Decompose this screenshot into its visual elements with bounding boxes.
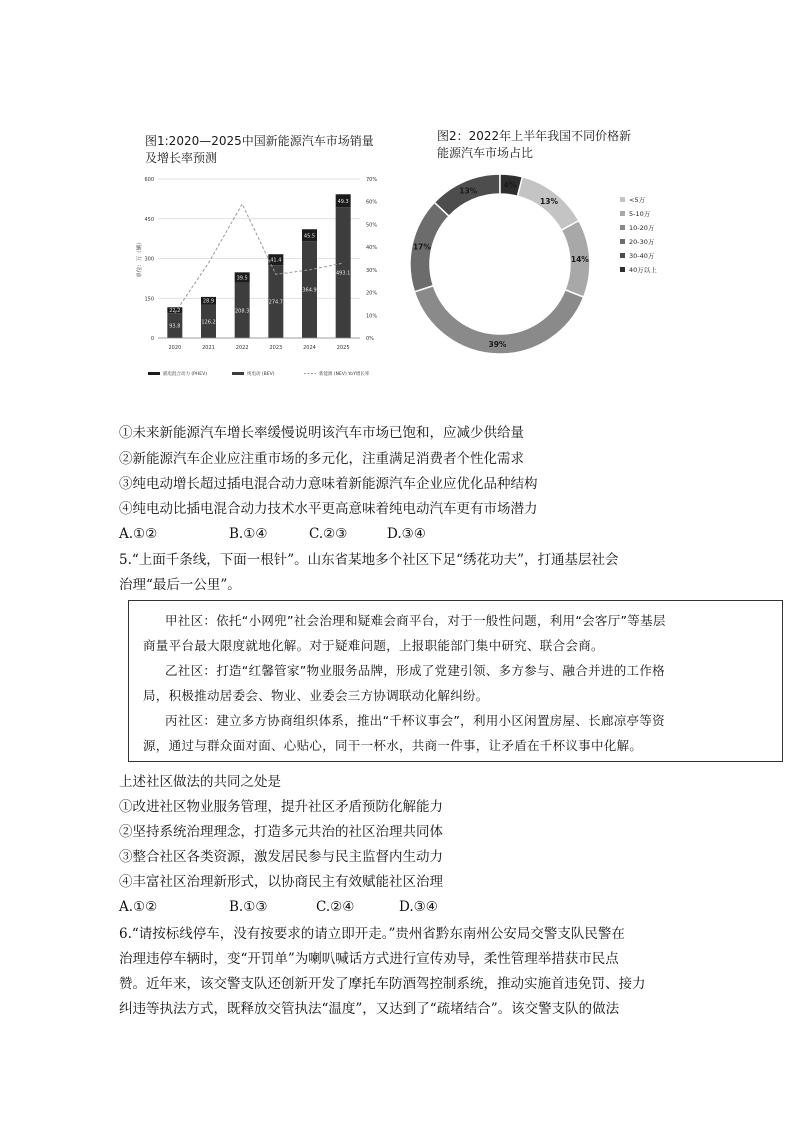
legend-label: 40万以上 (629, 266, 657, 274)
q5-statement-4: ④丰富社区治理新形式，以协商民主有效赋能社区治理 (119, 874, 443, 890)
q4-statement-4: ④纯电动比插电混合动力技术水平更高意味着纯电动汽车更有市场潜力 (119, 501, 538, 517)
legend-label: 插电混合动力 (PHEV) (163, 372, 207, 377)
figure2-title-line1: 图2：2022年上半年我国不同价格新 (437, 129, 632, 143)
legend-swatch (620, 197, 625, 202)
legend-swatch (620, 211, 625, 216)
q4-statement-1: ①未来新能源汽车增长率缓慢说明该汽车市场已饱和，应减少供给量 (119, 425, 524, 441)
x-tick-label: 2025 (336, 345, 350, 351)
y-tick-label: 150 (144, 296, 154, 303)
x-tick-label: 2021 (202, 345, 215, 351)
x-tick-label: 2020 (168, 345, 182, 351)
y2-tick-label: 60% (366, 199, 378, 206)
q4-statement-2: ②新能源汽车企业应注重市场的多元化，注重满足消费者个性化需求 (119, 451, 524, 467)
q5-option-b[interactable]: B.①③ (229, 899, 268, 915)
legend-swatch (620, 253, 625, 258)
legend-label: 10-20万 (629, 224, 655, 232)
phev-data-label: 49.3 (337, 198, 349, 205)
box-jia-line1: 甲社区：依托“小网兜”社会治理和疑难会商平台，对于一般性问题，利用“会客厅”等基层 (165, 613, 666, 628)
slice-label: 17% (412, 242, 431, 252)
slice-label: 14% (570, 254, 589, 264)
q6-line3: 赞。近年来，该交警支队还创新开发了摩托车防酒驾控制系统，推动实施首违免罚、接力 (119, 976, 646, 992)
legend-label: <5万 (629, 196, 646, 204)
box-jia-line2: 商量平台最大限度就地化解。对于疑难问题，上报职能部门集中研究、联合会商。 (143, 638, 604, 653)
q5-material-box (128, 600, 783, 762)
phev-data-label: 28.9 (202, 298, 215, 305)
y2-tick-label: 50% (366, 222, 378, 229)
legend-label: 20-30万 (629, 238, 655, 246)
figure2-title-line2: 能源汽车市场占比 (437, 146, 534, 160)
y-tick-label: 600 (144, 177, 154, 183)
bev-data-label: 364.9 (302, 287, 317, 294)
x-tick-label: 2022 (235, 345, 249, 351)
q5-stem-line1: 5.“上面千条线，下面一根针”。山东省某地多个社区下足“绣花功夫”，打通基层社会 (119, 552, 619, 568)
legend-swatch (620, 267, 625, 272)
q5-option-a[interactable]: A.①② (119, 899, 158, 915)
y-tick-label: 0 (150, 336, 154, 342)
legend-label: 纯电动 (BEV) (247, 372, 275, 377)
box-yi-line2: 局，积极推动居委会、物业、业委会三方协调联动化解纠纷。 (143, 688, 489, 703)
q6-line4: 纠违等执法方式，既释放交管执法“温度”，又达到了“疏堵结合”。该交警支队的做法 (119, 1001, 620, 1017)
box-bing-line1: 丙社区：建立多方协商组织体系，推出“千杯议事会”，利用小区闲置房屋、长廊凉亭等资 (165, 713, 665, 728)
q5-question: 上述社区做法的共同之处是 (119, 774, 281, 790)
q6-line2: 治理违停车辆时，变“开罚单”为喇叭喊话方式进行宣传劝导，柔性管理举措获市民点 (119, 951, 619, 967)
slice-label: 13% (459, 186, 478, 196)
figure1-title-line1: 图1:2020—2025中国新能源汽车市场销量 (145, 134, 374, 148)
y2-tick-label: 70% (366, 177, 378, 183)
legend-swatch (620, 225, 625, 230)
bev-data-label: 493.1 (336, 270, 351, 277)
legend-swatch (148, 372, 160, 375)
q4-option-a[interactable]: A.①② (119, 526, 158, 542)
legend-swatch (620, 239, 625, 244)
q5-option-c[interactable]: C.②④ (316, 899, 355, 915)
legend-swatch (232, 372, 244, 375)
phev-data-label: 39.5 (236, 275, 248, 282)
bev-data-label: 126.2 (201, 319, 216, 326)
y2-tick-label: 20% (366, 290, 378, 297)
q5-statement-1: ①改进社区物业服务管理，提升社区矛盾预防化解能力 (119, 799, 443, 815)
figure1-title-line2: 及增长率预测 (145, 151, 218, 165)
figure1-title (145, 133, 374, 167)
slice-label: 39% (488, 339, 507, 349)
phev-data-label: 45.5 (303, 233, 316, 240)
y2-tick-label: 40% (366, 245, 378, 252)
q4-option-b[interactable]: B.①④ (229, 526, 268, 542)
y-tick-label: 450 (144, 216, 154, 223)
q4-option-c[interactable]: C.②③ (309, 526, 348, 542)
x-tick-label: 2023 (269, 345, 283, 351)
donut-chart (400, 172, 700, 372)
y2-tick-label: 10% (366, 313, 378, 320)
slice-label: 13% (540, 196, 559, 206)
slice-label: 4% (503, 180, 517, 190)
q5-stem-line2: 治理“最后一公里”。 (119, 577, 241, 593)
box-yi-line1: 乙社区：打造“红馨管家”物业服务品牌，形成了党建引领、多方参与、融合并进的工作格 (165, 663, 665, 678)
bev-data-label: 208.3 (235, 308, 250, 315)
bev-data-label: 274.7 (268, 299, 283, 306)
phev-data-label: 22.2 (169, 308, 181, 315)
x-tick-label: 2024 (303, 345, 316, 351)
y2-tick-label: 30% (366, 267, 378, 274)
q4-option-d[interactable]: D.③④ (387, 526, 426, 542)
phev-data-label: 41.4 (270, 257, 282, 264)
q5-statement-2: ②坚持系统治理理念，打造多元共治的社区治理共同体 (119, 824, 443, 840)
box-bing-line2: 源，通过与群众面对面、心贴心，同干一杯水，共商一件事，让矛盾在千杯议事中化解。 (143, 738, 643, 753)
figure2-title (437, 128, 631, 162)
bev-data-label: 93.8 (169, 323, 181, 330)
q4-statement-3: ③纯电动增长超过插电混合动力意味着新能源汽车企业应优化品种结构 (119, 476, 538, 492)
y2-tick-label: 0% (366, 336, 374, 342)
q5-statement-3: ③整合社区各类资源，激发居民参与民主监督内生动力 (119, 849, 443, 865)
y-tick-label: 300 (144, 256, 154, 263)
legend-label: 30-40万 (629, 252, 655, 260)
bar-chart (136, 170, 388, 388)
q6-line1: 6.“请按标线停车，没有按要求的请立即开走。”贵州省黔东南州公安局交警支队民警在 (119, 926, 625, 942)
q5-option-d[interactable]: D.③④ (399, 899, 438, 915)
legend-label: 5-10万 (629, 210, 651, 218)
legend-label: 新能源 (NEV) YoY增长率 (319, 372, 370, 377)
y-axis-label: 单位：万（辆） (137, 239, 143, 278)
